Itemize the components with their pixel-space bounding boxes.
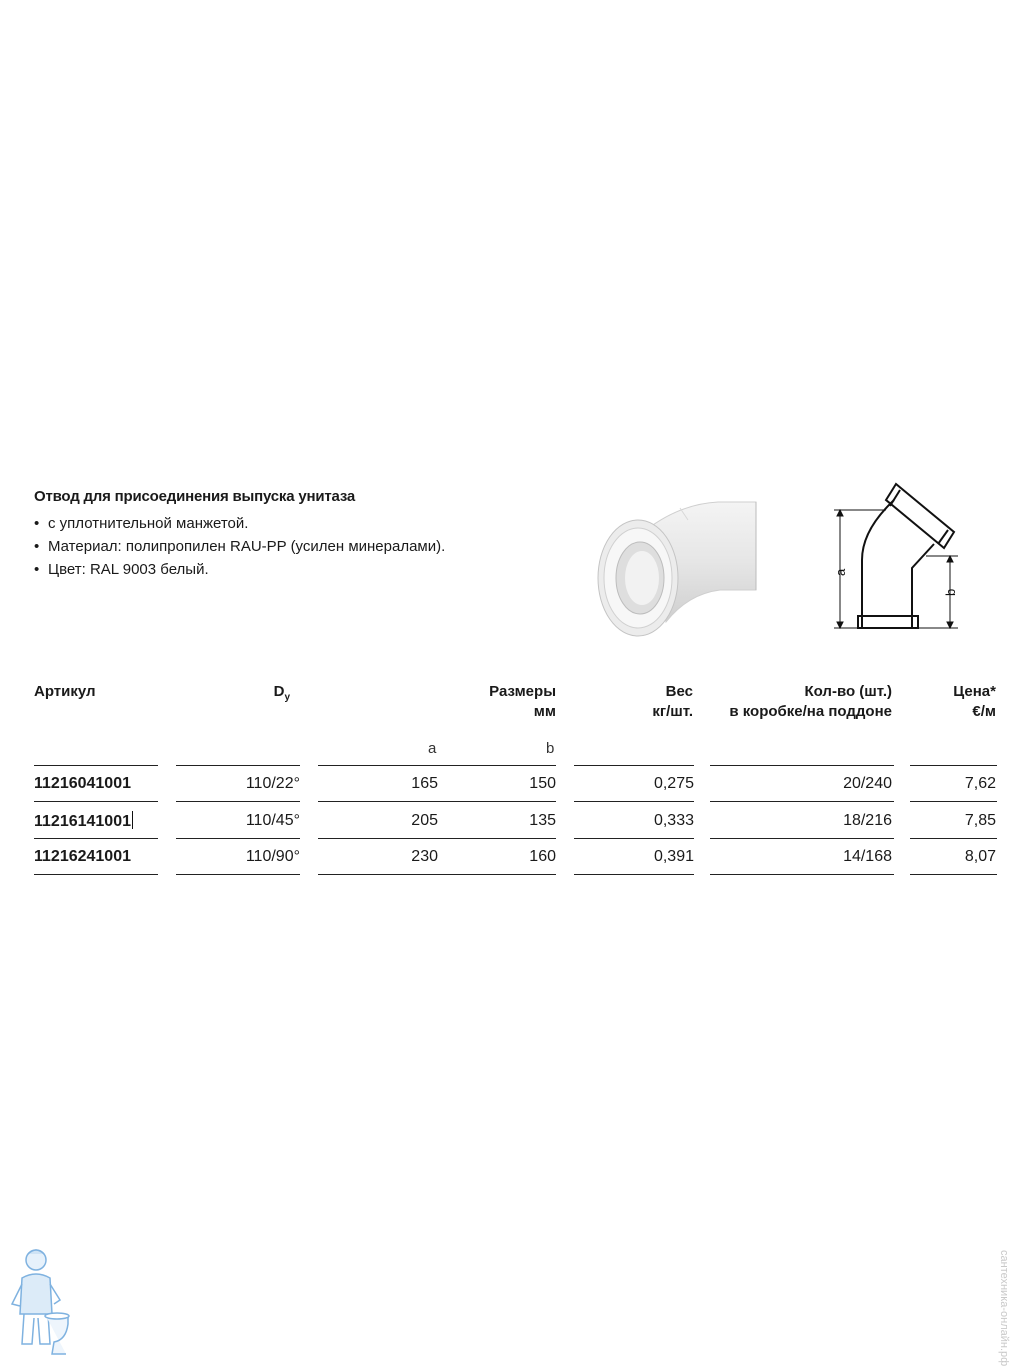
row-2-a: 205	[411, 812, 438, 829]
feature-item: • Материал: полипропилен RAU-PP (усилен минералами).	[34, 538, 446, 555]
row-1-article: 11216041001	[34, 775, 131, 792]
header-rule	[176, 765, 300, 766]
row-3-article: 11216241001	[34, 848, 131, 865]
header-article: Артикул	[34, 683, 96, 700]
row-1-dn: 110/22°	[245, 775, 300, 792]
dim-label-b: b	[943, 588, 958, 596]
row-1-weight: 0,275	[653, 775, 694, 792]
row-rule	[318, 801, 556, 802]
plumber-mascot-logo	[6, 1244, 76, 1356]
row-rule	[34, 838, 158, 839]
header-weight: Вес кг/шт.	[652, 683, 693, 720]
row-rule	[176, 874, 300, 875]
product-photo	[588, 498, 778, 648]
row-rule	[710, 874, 894, 875]
row-3-b: 160	[529, 848, 556, 865]
row-rule	[574, 801, 694, 802]
row-rule	[318, 874, 556, 875]
row-3-a: 230	[411, 848, 438, 865]
row-rule	[176, 801, 300, 802]
product-title: Отвод для присоединения выпуска унитаза	[34, 488, 356, 505]
row-rule	[910, 874, 997, 875]
technical-drawing	[826, 480, 966, 640]
row-2-price: 7,85	[964, 812, 996, 829]
feature-list	[34, 512, 445, 581]
row-rule	[176, 838, 300, 839]
row-1-qty: 20/240	[843, 775, 892, 792]
row-rule	[574, 838, 694, 839]
header-rule	[574, 765, 694, 766]
text-cursor	[132, 811, 133, 829]
row-2-qty: 18/216	[843, 812, 892, 829]
row-rule	[710, 838, 894, 839]
row-2-dn: 110/45°	[245, 812, 300, 829]
row-rule	[710, 801, 894, 802]
row-3-qty: 14/168	[843, 848, 892, 865]
header-quantity: Кол-во (шт.) в коробке/на поддоне	[729, 683, 892, 720]
feature-item: • с уплотнительной манжетой.	[34, 515, 249, 532]
subheader-a: a	[428, 740, 437, 757]
header-rule	[710, 765, 894, 766]
row-2-weight: 0,333	[653, 812, 694, 829]
row-3-weight: 0,391	[653, 848, 694, 865]
header-price: Цена* €/м	[953, 683, 996, 720]
row-3-dn: 110/90°	[245, 848, 300, 865]
subheader-b: b	[546, 740, 555, 757]
row-rule	[34, 801, 158, 802]
header-dimensions: Размеры мм	[489, 683, 556, 720]
row-rule	[34, 874, 158, 875]
feature-item: • Цвет: RAL 9003 белый.	[34, 561, 209, 578]
row-1-price: 7,62	[964, 775, 996, 792]
header-rule	[318, 765, 556, 766]
row-1-a: 165	[411, 775, 438, 792]
dim-label-a: a	[833, 568, 848, 576]
row-2-article: 11216141001	[34, 813, 131, 830]
row-rule	[318, 838, 556, 839]
row-rule	[910, 801, 997, 802]
header-rule	[910, 765, 997, 766]
header-rule	[34, 765, 158, 766]
row-rule	[574, 874, 694, 875]
header-dn: $D_у$	[273, 683, 290, 703]
row-3-price: 8,07	[964, 848, 996, 865]
watermark: сантехника-онлайн.рф	[998, 1250, 1010, 1366]
row-1-b: 150	[529, 775, 556, 792]
row-rule	[910, 838, 997, 839]
row-2-b: 135	[529, 812, 556, 829]
